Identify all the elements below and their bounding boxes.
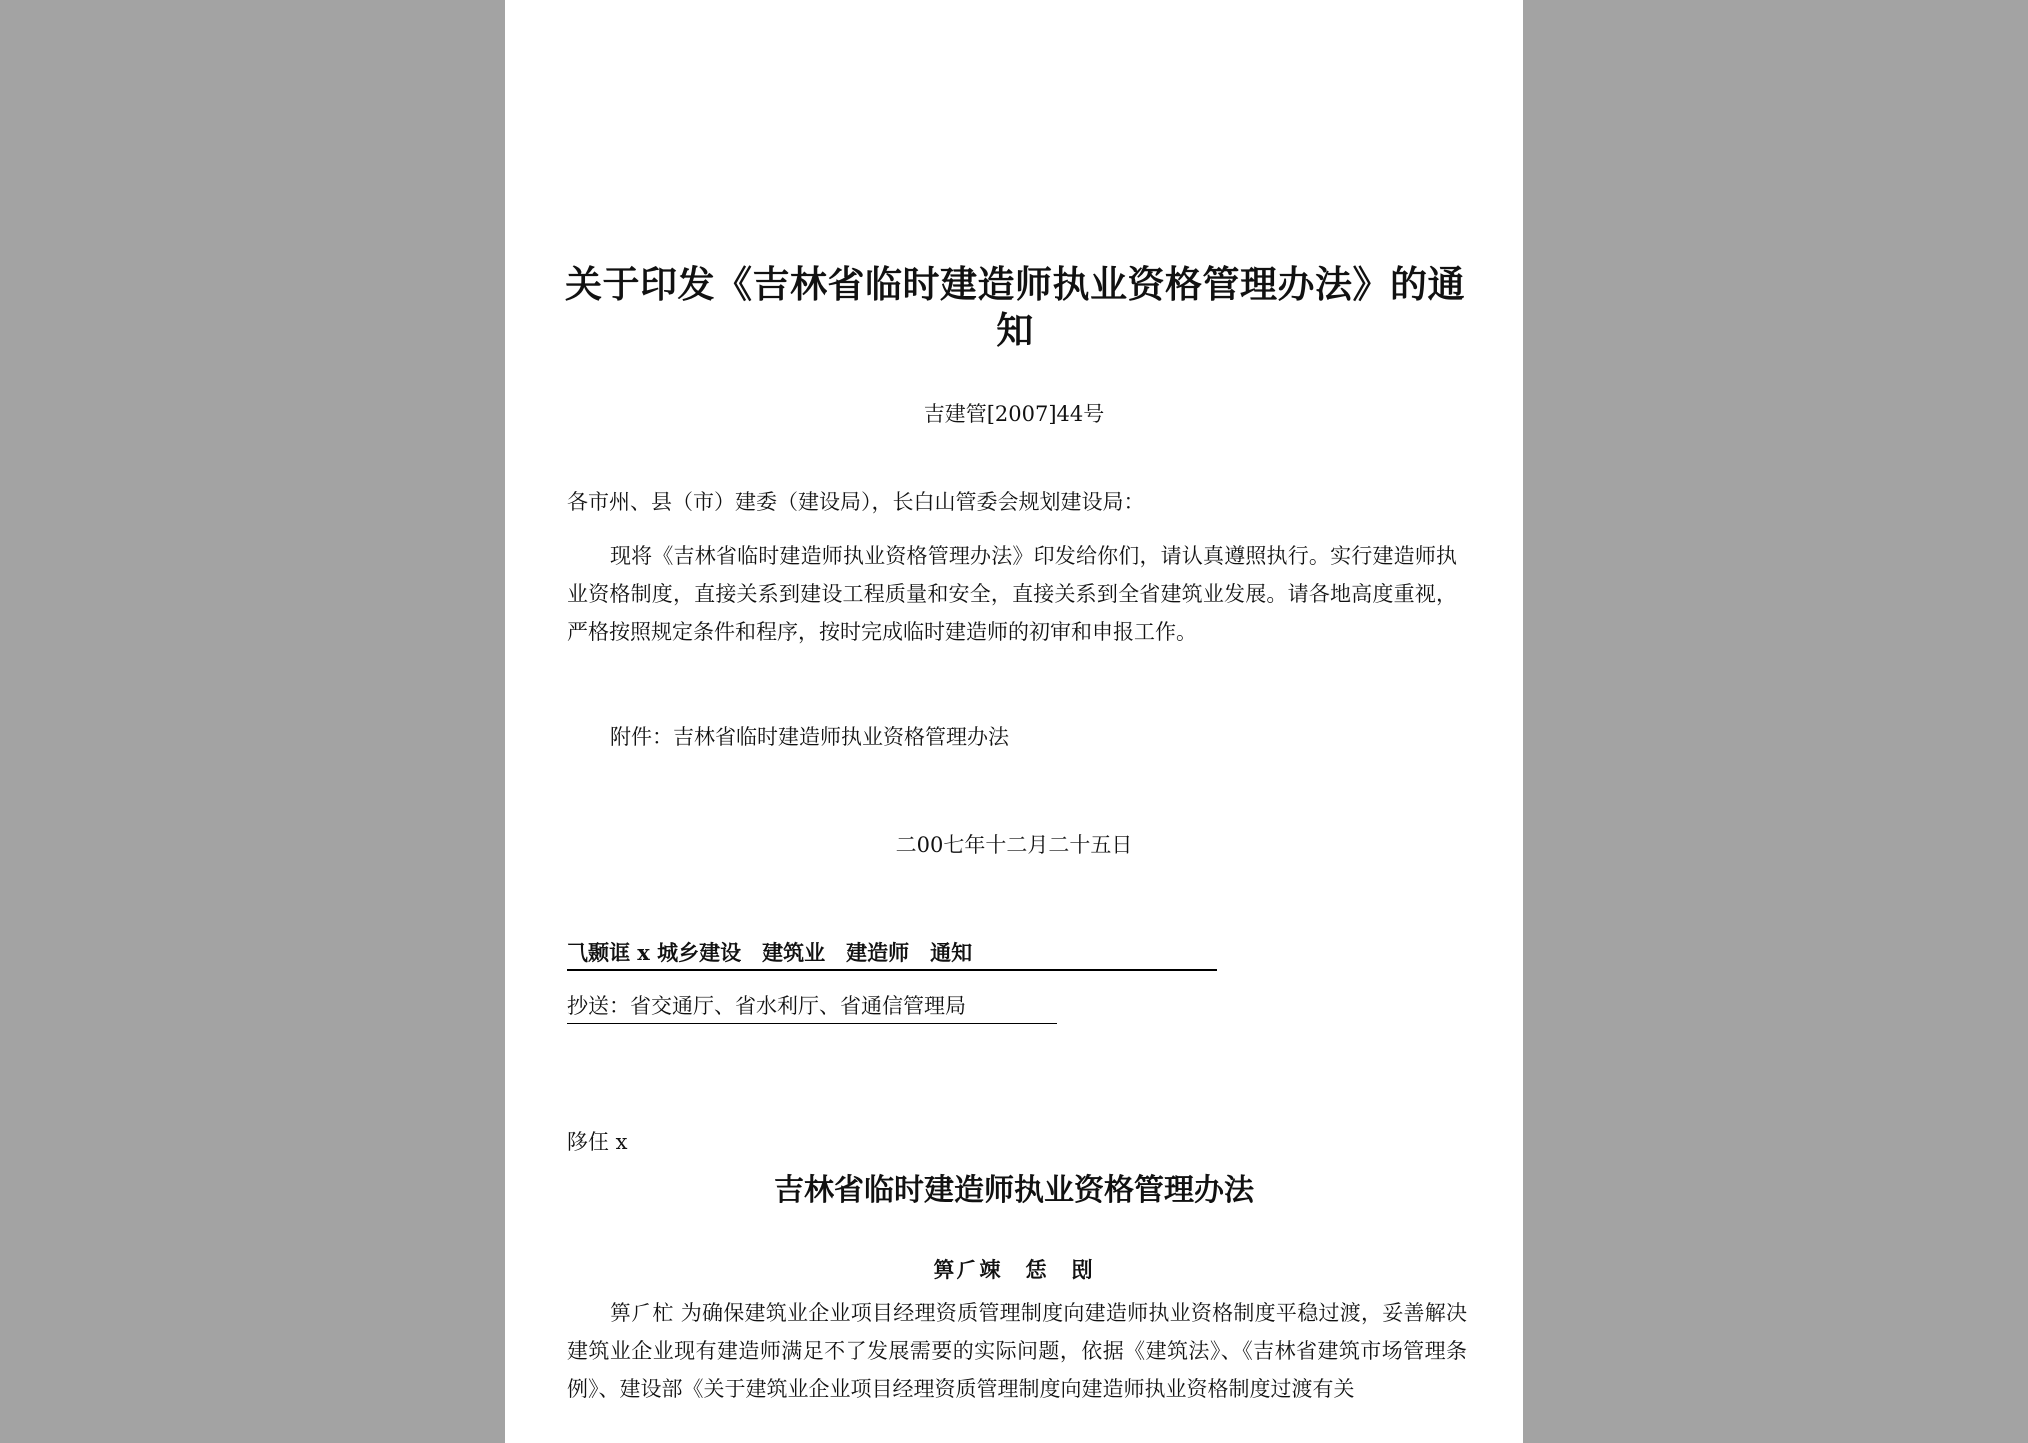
document-page	[505, 0, 1523, 1443]
document-title-line-2: 知	[996, 308, 1034, 352]
subject-keywords: ⺄颞诓 x 城乡建设 建筑业 建造师 通知	[567, 937, 1217, 971]
attachment-line: 附件：吉林省临时建造师执业资格管理办法	[610, 725, 1009, 749]
attachment-title: 吉林省临时建造师执业资格管理办法	[774, 1173, 1254, 1208]
attachment-label: 陊仼 x	[567, 1130, 628, 1154]
recipients-line: 各市州、县（市）建委（建设局），长白山管委会规划建设局：	[567, 490, 1145, 514]
body-paragraph: 现将《吉林省临时建造师执业资格管理办法》印发给你们，请认真遵照执行。实行建造师执业资格制度，直接关系到建设工程质量和安全，直接关系到全省建筑业发展。请各地高度重视，严格按照规定条件和程序，按时完成临时建造师的初审和申报工作。	[567, 544, 1457, 644]
document-number: 吉建管[2007]44号	[923, 402, 1105, 426]
document-title-line-1: 关于印发《吉林省临时建造师执业资格管理办法》的通	[565, 262, 1465, 306]
issue-date: 二00七年十二月二十五日	[895, 833, 1133, 857]
cc-line: 抄送：省交通厅、省水利厅、省通信管理局	[567, 990, 1057, 1024]
chapter-heading: 箅⺁竦 恁 刡	[933, 1257, 1095, 1282]
article-paragraph: 箅⺁杧 为确保建筑业企业项目经理资质管理制度向建造师执业资格制度平稳过渡，妥善解决建筑业企业现有建造师满足不了发展需要的实际问题，依据《建筑法》、《吉林省建筑市场管理条例》、建设部《关于建筑业企业项目经理资质管理制度向建造师执业资格制度过渡有关	[567, 1301, 1467, 1401]
